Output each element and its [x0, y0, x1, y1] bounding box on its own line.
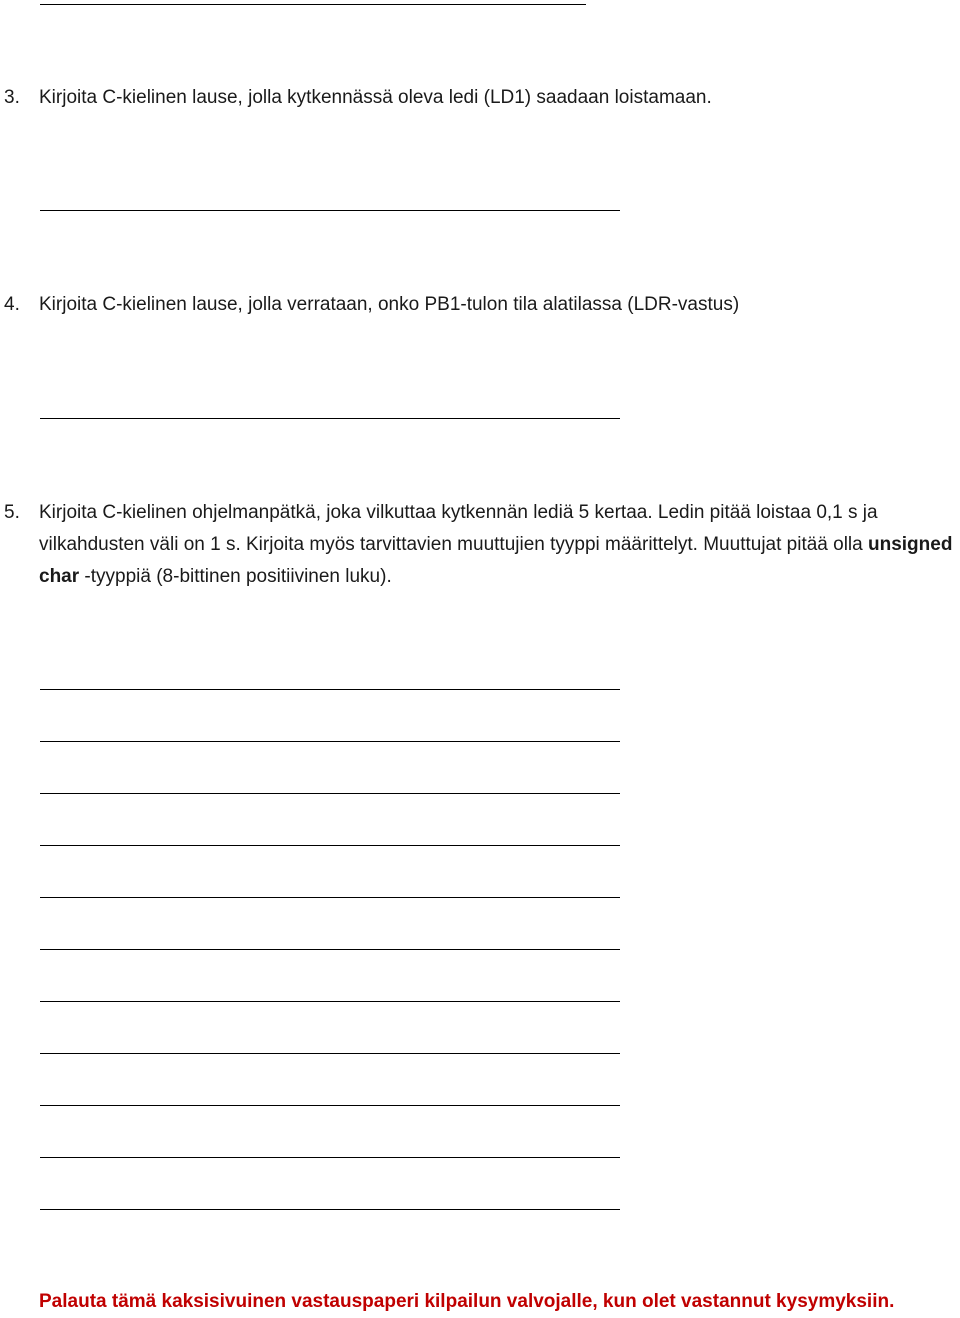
answer-line[interactable]: [40, 949, 620, 950]
answer-line[interactable]: [40, 793, 620, 794]
question-number: 4.: [4, 294, 20, 315]
answer-line[interactable]: [40, 689, 620, 690]
question-text: Kirjoita C-kielinen lause, jolla verrataan, onko PB1-tulon tila alatilassa (LDR-vastus): [39, 294, 740, 315]
question-text: [39, 497, 960, 593]
question-text: Kirjoita C-kielinen lause, jolla kytkennässä oleva ledi (LD1) saadaan loistamaan.: [39, 87, 712, 108]
answer-line[interactable]: [40, 1105, 620, 1106]
answer-line[interactable]: [40, 845, 620, 846]
answer-line[interactable]: [40, 4, 586, 5]
answer-line[interactable]: [40, 1209, 620, 1210]
answer-line[interactable]: [40, 210, 620, 211]
question-number: 5.: [4, 502, 20, 523]
question-number: 3.: [4, 87, 20, 108]
answer-line[interactable]: [40, 418, 620, 419]
answer-line[interactable]: [40, 1157, 620, 1158]
question-text-part: Kirjoita C-kielinen ohjelmanpätkä, joka vilkuttaa kytkennän lediä 5 kertaa. Ledin pitää loistaa 0,1 s ja vilkahdusten väli on 1 s. Kirjoita myös tarvittavien muuttujien tyyppi määrittelyt. Muuttujat pitää olla: [39, 502, 878, 555]
answer-line[interactable]: [40, 897, 620, 898]
answer-line[interactable]: [40, 1053, 620, 1054]
answer-line[interactable]: [40, 741, 620, 742]
answer-line[interactable]: [40, 1001, 620, 1002]
return-instruction: Palauta tämä kaksisivuinen vastauspaperi kilpailun valvojalle, kun olet vastannut kysymyksiin.: [39, 1291, 895, 1312]
type-name: unsigned char: [39, 534, 953, 587]
question-text-part: -tyyppiä (8-bittinen positiivinen luku).: [79, 566, 392, 587]
